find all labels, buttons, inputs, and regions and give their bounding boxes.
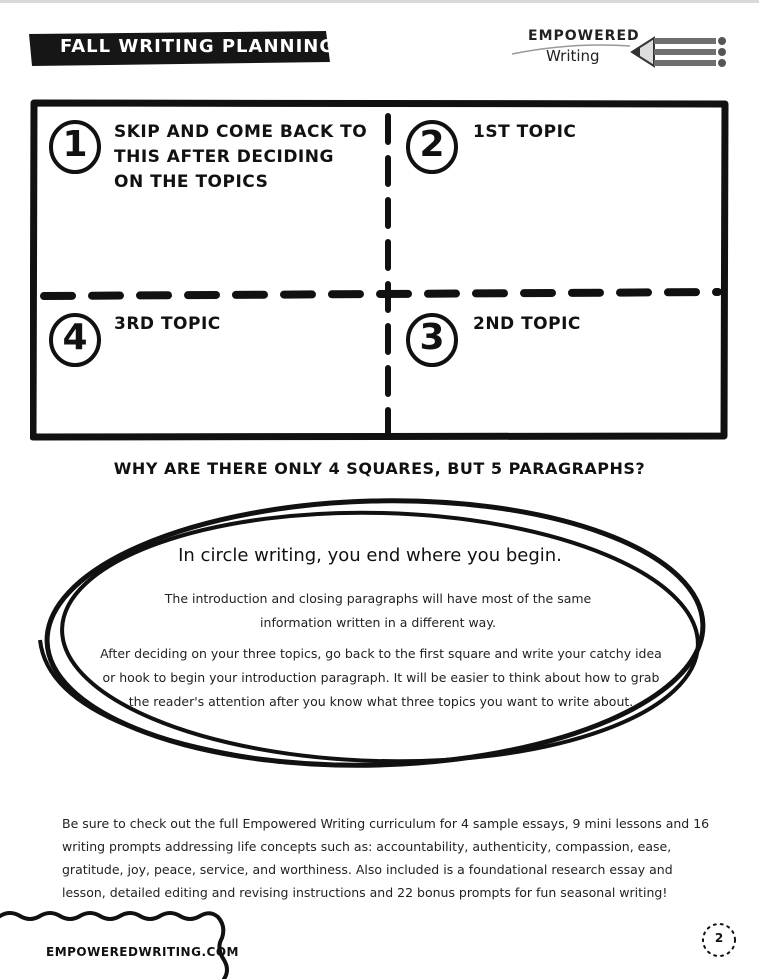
square-label-4: 3RD TOPIC <box>114 314 221 334</box>
question-heading: WHY ARE THERE ONLY 4 SQUARES, BUT 5 PARAGRAPHS? <box>113 459 646 478</box>
top-border <box>0 0 759 3</box>
brand-logo <box>512 28 737 76</box>
square-number-1: 1 <box>48 120 102 174</box>
square-label-3: 2ND TOPIC <box>473 314 581 334</box>
title-banner <box>26 30 336 67</box>
logo-wordmark-bottom: Writing <box>546 47 600 65</box>
square-number-3: 3 <box>405 313 459 367</box>
logo-wordmark-top: EMPOWERED <box>528 28 640 44</box>
curriculum-note: Be sure to check out the full Empowered Writing curriculum for 4 sample essays, 9 mini lessons and 16 writing prompts addressing life concepts such as: accountability, authenticity, compassion, ease, gratitude, joy, peace, service, and worthiness. Also included is a foundational research essay and lesson, detailed editing and revising instructions and 22 bonus prompts for fun seasonal writing! <box>62 816 710 900</box>
square-number-2: 2 <box>405 120 459 174</box>
url-banner <box>0 908 232 979</box>
website-link[interactable]: EMPOWEREDWRITING.COM <box>46 945 239 959</box>
oval-paragraph-1: The introduction and closing paragraphs will have most of the same information written in a different way. <box>164 591 592 630</box>
page-number-badge <box>700 921 738 959</box>
square-number-4: 4 <box>48 313 102 367</box>
square-label-1: SKIP AND COME BACK TO THIS AFTER DECIDING ON THE TOPICS <box>114 122 368 192</box>
page-number: 2 <box>714 931 724 945</box>
oval-heading: In circle writing, you end where you begin. <box>178 545 562 566</box>
oval-paragraph-2: After deciding on your three topics, go back to the first square and write your catchy idea or hook to begin your introduction paragraph. It will be easier to think about how to grab the reader's attention after you know what three topics you want to write about. <box>100 646 662 709</box>
oval-frame <box>30 490 730 780</box>
page-title: FALL WRITING PLANNING <box>60 36 336 57</box>
square-label-2: 1ST TOPIC <box>473 122 577 142</box>
